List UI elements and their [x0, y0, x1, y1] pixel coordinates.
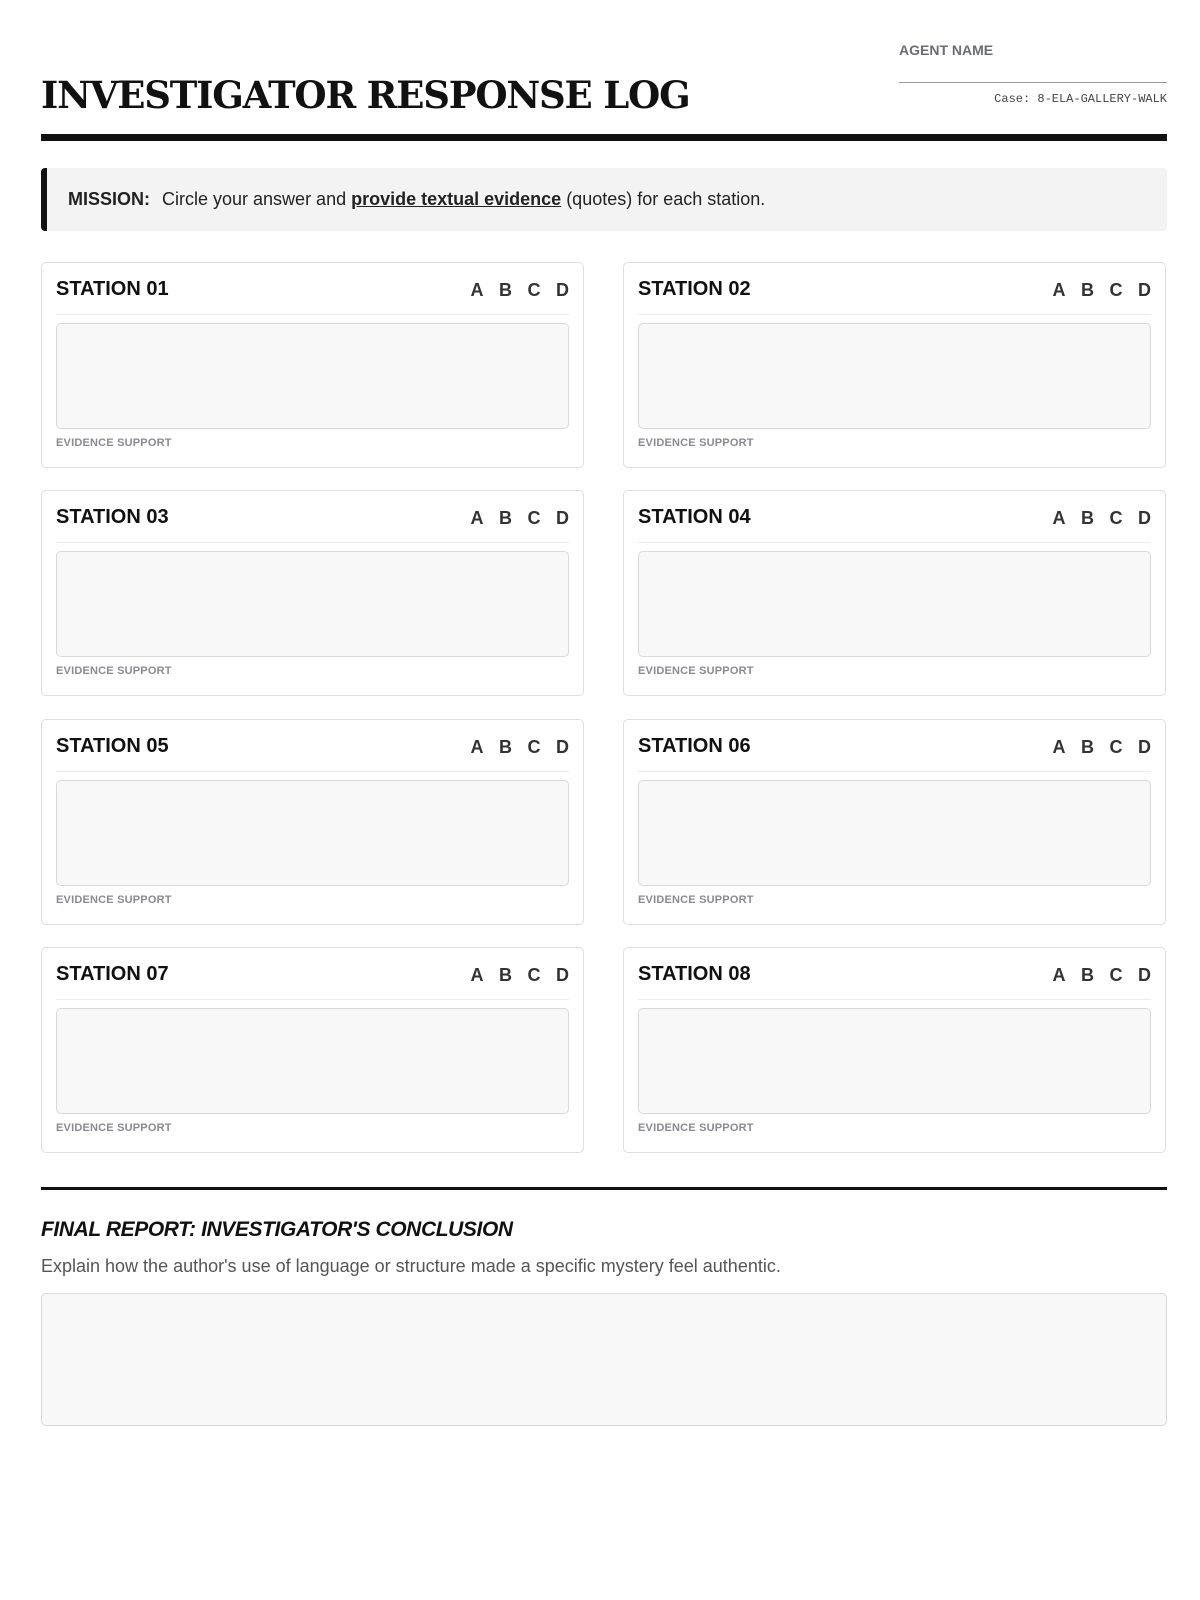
answer-choice-d[interactable]: D — [1138, 965, 1151, 985]
mission-banner — [41, 168, 1167, 231]
header — [41, 0, 1167, 142]
answer-choice-b[interactable]: B — [1081, 508, 1094, 528]
answer-choice-b[interactable]: B — [499, 508, 512, 528]
answer-choices — [455, 280, 569, 301]
answer-choice-c[interactable]: C — [527, 737, 541, 757]
answer-choice-c[interactable]: C — [1109, 965, 1123, 985]
evidence-box[interactable] — [56, 551, 569, 657]
station-card — [41, 719, 584, 925]
station-header — [638, 948, 1151, 1000]
answer-choice-b[interactable]: B — [1081, 965, 1094, 985]
answer-choices — [1037, 508, 1151, 529]
answer-choice-b[interactable]: B — [499, 965, 512, 985]
station-header — [56, 263, 569, 315]
station-header — [56, 948, 569, 1000]
mission-label: MISSION: — [68, 189, 151, 209]
answer-choice-d[interactable]: D — [1138, 280, 1151, 300]
station-header — [638, 263, 1151, 315]
mission-emphasis: provide textual evidence — [351, 189, 562, 209]
agent-name-field[interactable] — [899, 82, 1167, 83]
answer-choices — [1037, 737, 1151, 758]
header-divider — [41, 134, 1167, 141]
answer-choices — [455, 965, 569, 986]
answer-choices — [1037, 965, 1151, 986]
evidence-box[interactable] — [638, 1008, 1151, 1114]
answer-choice-a[interactable]: A — [470, 280, 484, 300]
answer-choice-c[interactable]: C — [1109, 737, 1123, 757]
evidence-support-label: EVIDENCE SUPPORT — [56, 1122, 172, 1134]
evidence-support-label: EVIDENCE SUPPORT — [56, 894, 172, 906]
answer-choices — [455, 737, 569, 758]
answer-choice-d[interactable]: D — [556, 280, 569, 300]
evidence-support-label: EVIDENCE SUPPORT — [638, 1122, 754, 1134]
answer-choice-a[interactable]: A — [470, 965, 484, 985]
answer-choice-a[interactable]: A — [1052, 508, 1066, 528]
evidence-box[interactable] — [56, 1008, 569, 1114]
station-title: STATION 02 — [638, 278, 751, 300]
evidence-support-label: EVIDENCE SUPPORT — [638, 894, 754, 906]
answer-choice-a[interactable]: A — [470, 737, 484, 757]
station-card — [623, 262, 1166, 468]
evidence-support-label: EVIDENCE SUPPORT — [638, 437, 754, 449]
evidence-support-label: EVIDENCE SUPPORT — [56, 437, 172, 449]
evidence-support-label: EVIDENCE SUPPORT — [638, 665, 754, 677]
evidence-box[interactable] — [638, 323, 1151, 429]
answer-choice-d[interactable]: D — [1138, 508, 1151, 528]
answer-choice-b[interactable]: B — [499, 737, 512, 757]
station-title: STATION 01 — [56, 278, 169, 300]
mission-text-before: Circle your answer and — [162, 189, 352, 209]
answer-choice-c[interactable]: C — [1109, 508, 1123, 528]
case-code: Case: 8-ELA-GALLERY-WALK — [994, 92, 1167, 106]
station-card — [623, 947, 1166, 1153]
page-title: INVESTIGATOR RESPONSE LOG — [41, 73, 690, 117]
station-title: STATION 04 — [638, 506, 751, 528]
answer-choice-a[interactable]: A — [1052, 965, 1066, 985]
station-card — [623, 719, 1166, 925]
answer-choice-a[interactable]: A — [1052, 737, 1066, 757]
answer-choice-b[interactable]: B — [1081, 737, 1094, 757]
worksheet-page — [41, 0, 1167, 1276]
answer-choice-d[interactable]: D — [1138, 737, 1151, 757]
answer-choice-d[interactable]: D — [556, 737, 569, 757]
station-card — [41, 947, 584, 1153]
station-header — [638, 491, 1151, 543]
evidence-box[interactable] — [638, 780, 1151, 886]
station-title: STATION 06 — [638, 735, 751, 757]
station-title: STATION 08 — [638, 963, 751, 985]
final-report-prompt: Explain how the author's use of language or structure made a specific mystery feel authentic. — [41, 1256, 781, 1276]
answer-choice-a[interactable]: A — [470, 508, 484, 528]
evidence-box[interactable] — [56, 780, 569, 886]
evidence-box[interactable] — [638, 551, 1151, 657]
mission-text-after: (quotes) for each station. — [561, 189, 766, 209]
station-header — [56, 491, 569, 543]
station-header — [638, 720, 1151, 772]
answer-choice-b[interactable]: B — [1081, 280, 1094, 300]
station-card — [623, 490, 1166, 696]
evidence-support-label: EVIDENCE SUPPORT — [56, 665, 172, 677]
station-header — [56, 720, 569, 772]
station-title: STATION 07 — [56, 963, 169, 985]
station-title: STATION 05 — [56, 735, 169, 757]
evidence-box[interactable] — [56, 323, 569, 429]
station-title: STATION 03 — [56, 506, 169, 528]
answer-choice-d[interactable]: D — [556, 508, 569, 528]
final-report-divider — [41, 1187, 1167, 1190]
answer-choices — [1037, 280, 1151, 301]
agent-name-block — [899, 40, 1167, 107]
station-card — [41, 262, 584, 468]
station-card — [41, 490, 584, 696]
answer-choice-d[interactable]: D — [556, 965, 569, 985]
answer-choice-c[interactable]: C — [527, 280, 541, 300]
answer-choice-b[interactable]: B — [499, 280, 512, 300]
answer-choice-c[interactable]: C — [527, 508, 541, 528]
answer-choice-a[interactable]: A — [1052, 280, 1066, 300]
answer-choice-c[interactable]: C — [1109, 280, 1123, 300]
answer-choices — [455, 508, 569, 529]
final-report-title: FINAL REPORT: INVESTIGATOR'S CONCLUSION — [41, 1218, 513, 1241]
answer-choice-c[interactable]: C — [527, 965, 541, 985]
agent-name-label: AGENT NAME — [899, 42, 994, 58]
final-report-answer-box[interactable] — [41, 1293, 1167, 1426]
